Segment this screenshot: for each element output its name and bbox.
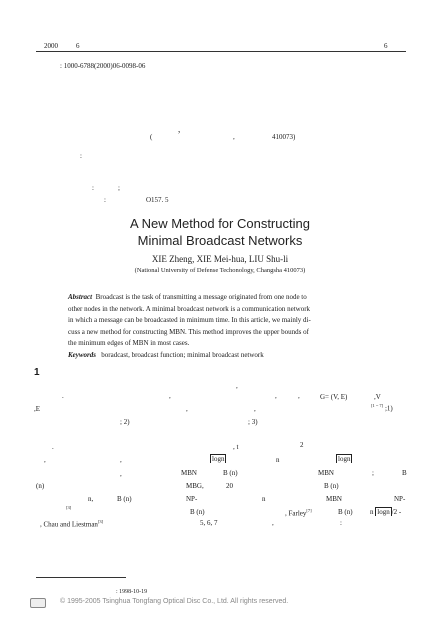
body-l7-mbg: MBG, — [186, 482, 204, 490]
body-l1-d: , — [169, 392, 171, 400]
body-l6-b: B — [402, 469, 407, 477]
body-l2-b: , — [186, 405, 188, 413]
abstract-label: Abstract — [68, 293, 93, 301]
header-year: 2000 — [44, 42, 58, 50]
body-l5-ceil-2 — [336, 455, 352, 463]
section-number: 1 — [34, 367, 40, 378]
body-l3-a: ; 2) — [120, 418, 130, 426]
publisher-logo-icon — [30, 598, 46, 608]
cn-affil-paren: ( — [150, 133, 153, 141]
body-l8-bn: B (n) — [117, 495, 132, 503]
affiliation: (National University of Defense Techonology, Changsha 410073) — [134, 267, 306, 274]
body-l10-nums: 5, 6, 7 — [200, 519, 218, 527]
body-l1-c: , — [275, 392, 277, 400]
body-l6-a: , — [120, 470, 122, 478]
body-l10-colon: : — [340, 519, 342, 527]
cn-clc-number: O157. 5 — [146, 196, 169, 204]
body-l2-d: ;1) — [384, 404, 393, 413]
body-l4-2: 2 — [300, 441, 304, 449]
header-rule — [36, 51, 406, 52]
body-l7-20: 20 — [226, 482, 233, 490]
body-l9-n: n — [370, 508, 374, 516]
footnote-rule — [36, 577, 126, 578]
abstract-line-4: cuss a new method for constructing MBN. This method improves the upper bounds of — [68, 327, 309, 336]
ceil-logn-3: logn — [377, 508, 390, 516]
keywords-label: Keywords — [68, 350, 96, 359]
cn-clc-colon: : — [104, 196, 106, 204]
body-l6-semicolon: ; — [372, 469, 374, 477]
abstract-line-2: other nodes in the network. A minimal broadcast network is a communication network — [68, 304, 311, 313]
ceil-logn-2: logn — [338, 455, 351, 463]
body-l9-bn2: B (n) — [338, 508, 353, 516]
body-l9-end: /2 - — [391, 508, 402, 516]
footnote-date: : 1998-10-19 — [116, 589, 148, 595]
body-l1-a: . — [62, 392, 64, 400]
article-number: : 1000-6788(2000)06-0098-06 — [60, 62, 146, 70]
body-l8-np2: NP- — [394, 495, 406, 503]
body-l7-n: (n) — [36, 482, 45, 490]
cn-keywords-colon: : — [92, 184, 94, 192]
body-l5-b: , — [120, 456, 122, 464]
authors: XIE Zheng, XIE Mei-hua, LIU Shu-li — [151, 254, 289, 264]
citation-3b: [3] — [97, 519, 104, 524]
body-l6-mbn2: MBN — [318, 469, 334, 477]
body-l10-authors: , Chau and Liestman — [40, 520, 98, 529]
cn-title-comma: , — [178, 124, 181, 134]
cn-affil-comma: , — [233, 133, 235, 141]
header-issue: 6 — [384, 42, 388, 50]
title-line-2: Minimal Broadcast Networks — [137, 233, 303, 248]
body-l4-t: , t — [233, 443, 239, 451]
abstract — [68, 292, 388, 361]
body-l10-comma: , — [272, 519, 274, 527]
body-l8-mbn: MBN — [326, 495, 342, 503]
cn-keywords-semicolon: ; — [118, 184, 120, 192]
body-l3-b: ; 3) — [248, 418, 258, 426]
abstract-line-5: the minimum edges of MBN in most cases. — [68, 339, 190, 347]
body-l5-a: , — [44, 456, 46, 464]
cn-postcode: 410073) — [272, 133, 296, 141]
body-l5-ceil-1 — [210, 455, 226, 463]
body-l6-mbn: MBN — [181, 469, 197, 477]
ceil-logn-1: logn — [212, 455, 225, 463]
body-l9-farley: , Farley — [285, 509, 307, 518]
body-l8-n2: n — [262, 495, 266, 503]
citation-1-7: [1 ~ 7] — [371, 403, 384, 408]
body-l4-a: . — [52, 443, 54, 451]
citation-7: [7] — [306, 508, 312, 513]
body-l7-bn: B (n) — [324, 482, 339, 490]
body-l8-n: n, — [88, 495, 94, 503]
body-l6-bn: B (n) — [223, 469, 238, 477]
body-l1-e: , — [298, 392, 300, 400]
body-l1-v: ,V — [374, 393, 381, 401]
body-l9-bn: B (n) — [190, 508, 205, 516]
header-month: 6 — [76, 42, 80, 50]
body-l1-g: G= (V, E) — [320, 393, 348, 401]
cn-abstract-colon: : — [80, 152, 82, 160]
abstract-line-3: in which a message can be broadcasted in minimum time. In this article, we mainly di- — [68, 316, 311, 324]
body-l5-n: n — [276, 456, 280, 464]
title-line-1: A New Method for Constructing — [130, 216, 310, 231]
body-l2-c: , — [254, 405, 256, 413]
body-l2-a: ,E — [34, 405, 41, 413]
body-l1-b: , — [236, 382, 238, 390]
body-l8-np: NP- — [186, 495, 198, 503]
body-l2-refs — [371, 403, 393, 412]
copyright-notice: © 1995-2005 Tsinghua Tongfang Optical Disc Co., Ltd. All rights reserved. — [60, 598, 289, 605]
abstract-line-1: Broadcast is the task of transmitting a message originated from one node to — [95, 293, 307, 301]
keywords: boradcast, broadcast function; minimal broadcast network — [101, 350, 264, 359]
citation-3: [3] — [66, 505, 72, 510]
